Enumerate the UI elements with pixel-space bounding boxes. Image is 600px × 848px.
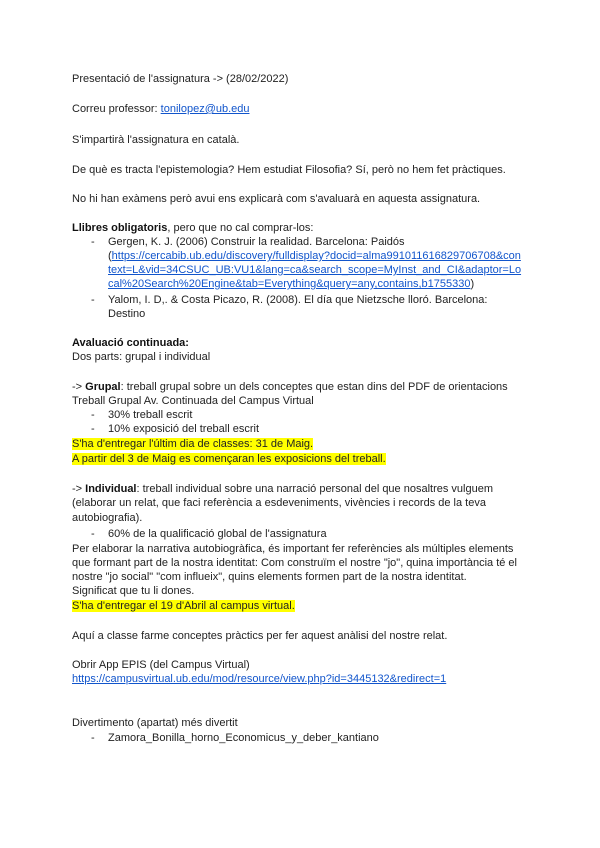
continuous-heading xyxy=(72,336,189,350)
campus-virtual-link[interactable]: https://campusvirtual.ub.edu/mod/resource/view.php?id=3445132&redirect=1 xyxy=(72,673,447,685)
grupal-prefix: -> xyxy=(72,381,86,393)
grupal-bullet-1: - xyxy=(91,409,95,421)
question-line: De què es tracta l'epistemologia? Hem estudiat Filosofia? Sí, però no hem fet pràctiques. xyxy=(72,164,506,176)
divertimento-line: Divertimento (apartat) més divertit xyxy=(72,717,238,729)
individual-line-1 xyxy=(72,482,493,496)
grupal-item-2: 10% exposició del treball escrit xyxy=(108,423,260,435)
contact-label: Correu professor: xyxy=(72,103,158,115)
individual-prefix: -> xyxy=(72,483,86,495)
continuous-subtitle: Dos parts: grupal i individual xyxy=(72,351,211,363)
individual-line-2: (elaborar un relat, que faci referència a esdeveniments, vivències i records de la teva xyxy=(72,497,486,509)
app-label: Obrir App EPIS (del Campus Virtual) xyxy=(72,659,250,671)
language-note: S'impartirà l'assignatura en català. xyxy=(72,134,240,146)
book-1-link-line-3 xyxy=(108,277,474,291)
book-1-link-open: ( xyxy=(108,250,112,262)
continuous-heading-text: Avaluació continuada: xyxy=(72,337,189,349)
divertimento-bullet: - xyxy=(91,732,95,744)
grupal-highlight-2: A partir del 3 de Maig es començaran les exposicions del treball. xyxy=(72,453,386,465)
grupal-line-2: Treball Grupal Av. Continuada del Campus Virtual xyxy=(72,395,314,407)
book-bullet-1: - xyxy=(91,236,95,248)
individual-label: Individual xyxy=(85,483,137,495)
grupal-highlight-1: S'ha d'entregar l'últim dia de classes: 31 de Maig. xyxy=(72,438,314,450)
individual-para-1: Per elaborar la narrativa autobiogràfica, és important fer referències als múltiples elements xyxy=(72,543,514,555)
book-2-line-2: Destino xyxy=(108,308,146,320)
grupal-deadline xyxy=(72,437,313,451)
individual-item-1: 60% de la qualificació global de l'assignatura xyxy=(108,528,327,540)
grupal-line-1 xyxy=(72,380,508,394)
book-2-line-1: Yalom, I. D,. & Costa Picazo, R. (2008). El día que Nietzsche lloró. Barcelona: xyxy=(108,294,488,306)
individual-highlight: S'ha d'entregar el 19 d'Abril al campus virtual. xyxy=(72,600,295,612)
individual-para-3: nostre "jo social" "com influeix", quins elements formen part de la nostra identitat. xyxy=(72,571,467,583)
grupal-line-1-rest: : treball grupal sobre un dels conceptes que estan dins del PDF de orientacions xyxy=(120,381,508,393)
individual-line-3: autobiografia). xyxy=(72,512,143,524)
class-note: Aquí a classe farme conceptes pràctics per fer aquest anàlisi del nostre relat. xyxy=(72,630,448,642)
individual-para-4: Significat que tu li dones. xyxy=(72,585,195,597)
books-heading-line xyxy=(72,221,314,235)
grupal-label: Grupal xyxy=(85,381,121,393)
professor-email-link[interactable]: tonilopez@ub.edu xyxy=(160,103,250,115)
book-bullet-2: - xyxy=(91,294,95,306)
books-heading: Llibres obligatoris xyxy=(72,222,168,234)
book-1-link-line-1 xyxy=(108,249,521,263)
grupal-item-1: 30% treball escrit xyxy=(108,409,193,421)
book-1-link-c[interactable]: cal%20Search%20Engine&tab=Everything&query=any,contains,b1755330 xyxy=(108,278,471,290)
individual-deadline xyxy=(72,599,295,613)
page-title: Presentació de l'assignatura -> (28/02/2022) xyxy=(72,73,289,85)
grupal-exposition xyxy=(72,452,386,466)
book-1-link-line-2 xyxy=(108,263,521,277)
contact-line xyxy=(72,102,250,116)
book-1-link-a[interactable]: https://cercabib.ub.edu/discovery/fulldisplay?docid=alma991011616829706708&con xyxy=(111,250,521,262)
grupal-bullet-2: - xyxy=(91,423,95,435)
app-link-line xyxy=(72,672,446,686)
books-heading-rest: , pero que no cal comprar-los: xyxy=(167,222,314,234)
individual-line-1-rest: : treball individual sobre una narració personal del que nosaltres vulguem xyxy=(136,483,493,495)
exams-line: No hi han exàmens però avui ens explicarà com s'avaluarà en aquesta assignatura. xyxy=(72,193,481,205)
individual-bullet-1: - xyxy=(91,528,95,540)
divertimento-item-1: Zamora_Bonilla_horno_Economicus_y_deber_kantiano xyxy=(108,732,379,744)
individual-para-2: que formant part de la nostra identitat: Com construïm el nostre "jo", quina importància té el xyxy=(72,557,517,569)
book-1-link-close: ) xyxy=(470,278,475,290)
book-1-citation: Gergen, K. J. (2006) Construir la realidad. Barcelona: Paidós xyxy=(108,236,405,248)
book-1-link-b[interactable]: text=L&vid=34CSUC_UB:VU1&lang=ca&search_scope=MyInst_and_CI&adaptor=Lo xyxy=(108,264,522,276)
